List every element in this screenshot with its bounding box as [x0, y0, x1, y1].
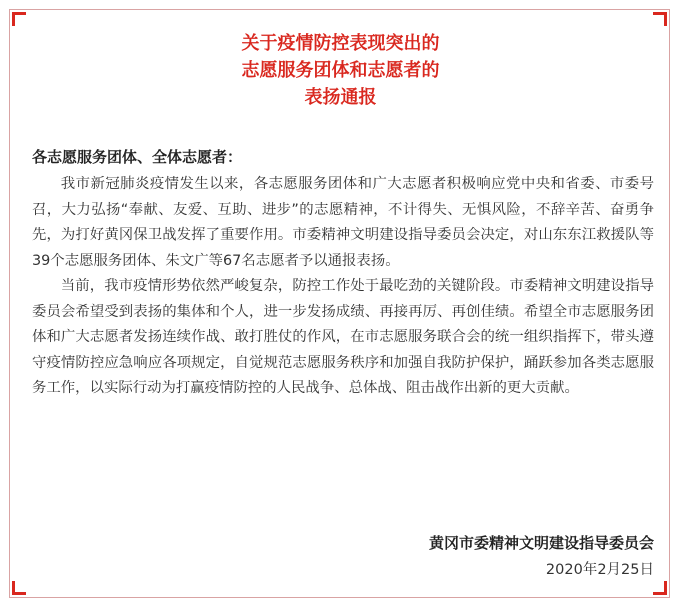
signature: 黄冈市委精神文明建设指导委员会: [428, 534, 654, 552]
document-title: [0, 30, 681, 111]
corner-ornament: [653, 12, 667, 26]
title-line: 关于疫情防控表现突出的: [241, 33, 440, 54]
body-paragraph: 当前，我市疫情形势依然严峻复杂，防控工作处于最吃劲的关键阶段。市委精神文明建设指导委员会希望受到表扬的集体和个人，进一步发扬成绩、再接再厉、再创佳绩。希望全市志愿服务团体和广大志愿者发扬连续作战、敢打胜仗的作风，在市志愿服务联合会的统一组织指挥下，带头遵守疫情防控应急响应各项规定，自觉规范志愿服务秩序和加强自我防护保护，踊跃参加各类志愿服务工作，以实际行动为打赢疫情防控的人民战争、总体战、阻击战作出新的更大贡献。: [32, 278, 654, 396]
salutation: 各志愿服务团体、全体志愿者：: [32, 148, 243, 166]
corner-ornament: [12, 581, 26, 595]
title-line: 志愿服务团体和志愿者的: [241, 60, 440, 81]
body-paragraph: 我市新冠肺炎疫情发生以来，各志愿服务团体和广大志愿者积极响应党中央和省委、市委号召，大力弘扬“奉献、友爱、互助、进步”的志愿精神，不计得失、无惧风险，不辞辛苦、奋勇争先，为打好黄冈保卫战发挥了重要作用。市委精神文明建设指导委员会决定，对山东东江救援队等39个志愿服务团体、朱文广等67名志愿者予以通报表扬。: [32, 176, 654, 269]
title-line: 表扬通报: [304, 87, 377, 108]
corner-ornament: [653, 581, 667, 595]
issue-date: 2020年2月25日: [545, 562, 654, 578]
corner-ornament: [12, 12, 26, 26]
document-body: [32, 172, 654, 402]
